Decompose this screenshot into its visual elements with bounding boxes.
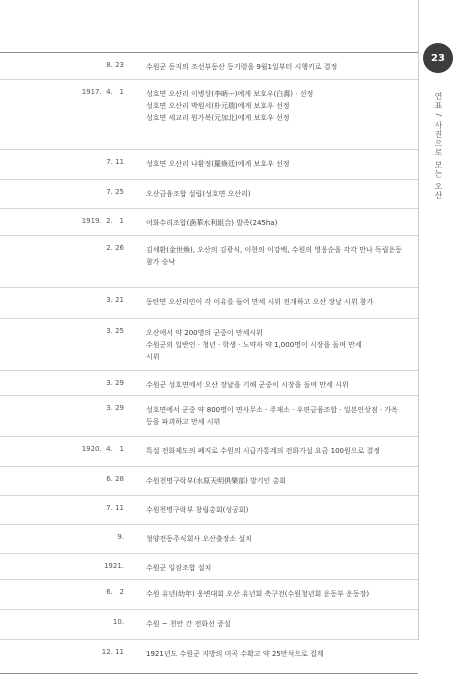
- row-date: 3. 29: [106, 379, 124, 387]
- row-date: 3. 25: [106, 327, 124, 335]
- description-line: 청양전동주식회사 오산출장소 설치: [146, 535, 252, 543]
- row-description: [146, 296, 412, 308]
- description-line: 성호면 세교리 원가북(元加北)에게 보호우 선정: [146, 114, 290, 122]
- row-date: 3. 21: [106, 296, 124, 304]
- chronology-row: [0, 554, 418, 580]
- row-description: [146, 327, 412, 363]
- description-line: 성호면에서 군중 약 800명이 면사무소 · 주재소 · 우편금융조합 · 일본인상점 · 가옥: [146, 406, 398, 414]
- row-date: 2. 26: [106, 244, 124, 252]
- description-line: 오산에서 약 200명의 군중이 만세시위: [146, 329, 263, 337]
- description-line: 수원군 잉잠조합 설치: [146, 564, 212, 572]
- row-date: 1921.: [103, 562, 124, 570]
- row-date: 10.: [112, 618, 124, 626]
- row-description: [146, 244, 412, 268]
- chronology-row: [0, 467, 418, 496]
- chronology-row: [0, 496, 418, 525]
- description-line: 수원군 성호면에서 오산 장날을 기해 군중이 시장을 돌며 만세 시위: [146, 381, 349, 389]
- chronology-row: [0, 396, 418, 437]
- chronology-row: [0, 236, 418, 288]
- description-line: 김세환(金世煥), 오산의 김광식, 이현의 이강백, 수원의 영웅순을 각각 만나 독립운동: [146, 246, 403, 254]
- row-description: [146, 88, 412, 124]
- row-date: 1917. 4. 1: [81, 88, 124, 96]
- description-line: 수원군의 일반인 · 청년 · 학생 · 노약자 약 1,000명이 시장을 돌며 만세: [146, 341, 362, 349]
- row-date: 6. 28: [106, 475, 124, 483]
- row-date: 1919. 2. 1: [81, 217, 124, 225]
- row-description: [146, 217, 412, 229]
- chronology-row: [0, 640, 418, 674]
- row-description: [146, 648, 412, 660]
- row-description: [146, 445, 412, 457]
- row-description: [146, 562, 412, 574]
- row-description: [146, 158, 412, 170]
- description-line: 시위: [146, 353, 160, 361]
- row-description: [146, 504, 412, 516]
- page-number: 23: [431, 52, 445, 64]
- row-description: [146, 475, 412, 487]
- row-date: 7. 11: [106, 504, 124, 512]
- row-description: [146, 618, 412, 630]
- chronology-row: [0, 150, 418, 180]
- row-description: [146, 588, 412, 600]
- row-date: 3. 29: [106, 404, 124, 412]
- row-date: 12. 11: [101, 648, 124, 656]
- description-line: 1921년도 수원군 지방의 미곡 수확고 약 25만석으로 집계: [146, 650, 324, 658]
- row-date: 7. 25: [106, 188, 124, 196]
- chronology-row: [0, 53, 418, 80]
- chronology-row: [0, 580, 418, 610]
- description-line: 특설 전화제도의 폐지로 수원의 시급가통계의 전화가설 요금 100원으로 결정: [146, 447, 381, 455]
- chronology-row: [0, 610, 418, 640]
- description-line: 수원 유년(幼年) 웅변대회 오산 유년회 축구전(수원청년회 운동부 운동장): [146, 590, 370, 598]
- row-description: [146, 188, 412, 200]
- chronology-row: [0, 80, 418, 150]
- chronology-row: [0, 288, 418, 319]
- chronology-row: [0, 525, 418, 554]
- chronology-row: [0, 319, 418, 371]
- row-date: 7. 11: [106, 158, 124, 166]
- chronology-row: [0, 437, 418, 467]
- description-line: 수원 ~ 천안 간 전화선 증설: [146, 620, 231, 628]
- side-rule: [418, 0, 419, 640]
- description-line: 성호면 오산리 이병상(李昞ᅮ)에게 보호우(白壽)ᆞ선정: [146, 90, 314, 98]
- description-line: 성호면 오산리 나환정(羅煥廷)에게 보호우 선정: [146, 160, 290, 168]
- row-date: 8. 23: [106, 61, 124, 69]
- row-description: [146, 533, 412, 545]
- row-date: 9.: [117, 533, 124, 541]
- row-description: [146, 379, 412, 391]
- chronology-row: [0, 209, 418, 236]
- chronology-row: [0, 371, 418, 396]
- side-section-title: 연표 / 사진으로 보는 오산: [434, 92, 443, 200]
- description-line: 수원군 동지의 조선부동산 등기령을 9월1일부터 시행키로 결정: [146, 63, 338, 71]
- row-description: [146, 404, 412, 428]
- chronology-row: [0, 180, 418, 209]
- row-date: 1920. 4. 1: [81, 445, 124, 453]
- description-line: 수원천명구락부(水原天明俱樂部) 발기인 총회: [146, 477, 287, 485]
- description-line: 어화수리조합(漁華水利組合) 발족(245ha): [146, 219, 278, 227]
- description-line: 오산금융조합 설립(성호면 오산리): [146, 190, 251, 198]
- row-description: [146, 61, 412, 73]
- description-line: 성호면 오산리 박원서(朴元瑞)에게 보호우 선정: [146, 102, 290, 110]
- description-line: 수원천명구락부 창립총회(성공회): [146, 506, 249, 514]
- description-line: 동탄면 오산리민이 각 이유를 들어 만세 시위 전개하고 오산 장날 시위 참가: [146, 298, 374, 306]
- description-line: 참가 승낙: [146, 258, 176, 266]
- page-number-badge: [423, 43, 453, 73]
- row-date: 6. 2: [106, 588, 124, 596]
- description-line: 등을 파괴하고 만세 시위: [146, 418, 221, 426]
